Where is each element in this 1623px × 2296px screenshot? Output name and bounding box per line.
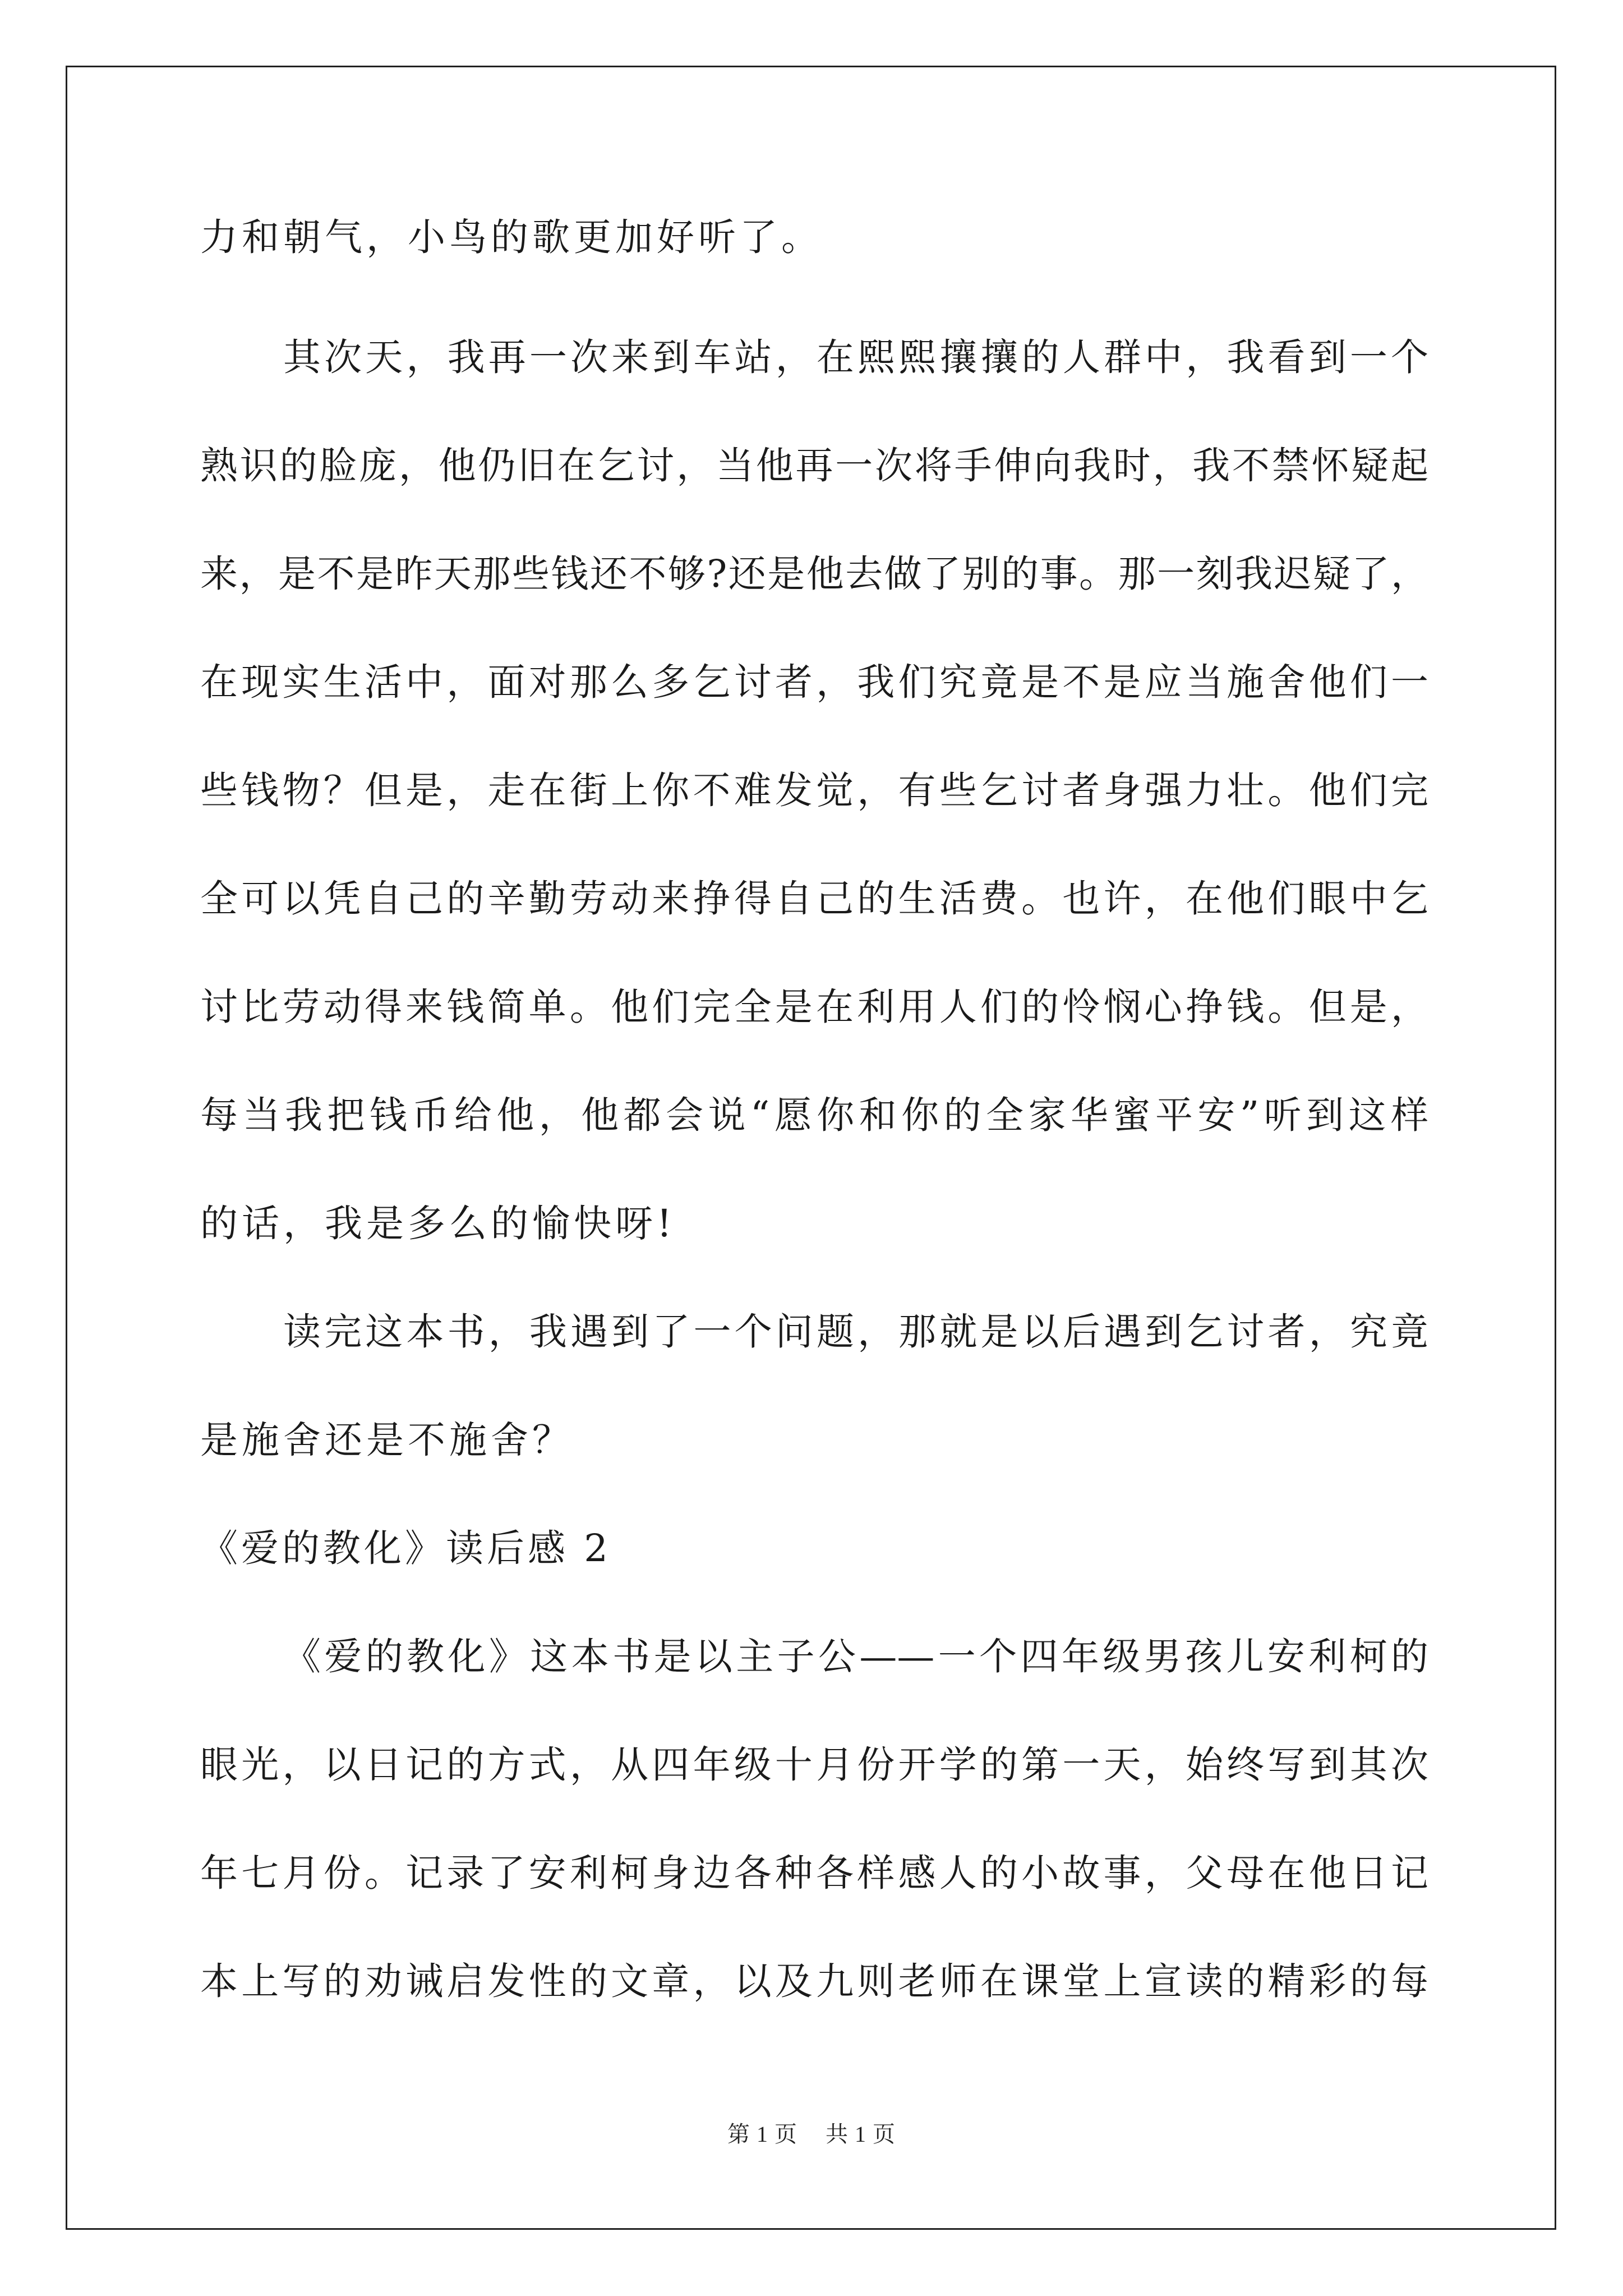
- page-footer: [0, 2120, 1623, 2148]
- paragraph-line: 全可以凭自己的辛勤劳动来挣得自己的生活费。也许，在他们眼中乞: [200, 877, 1428, 921]
- section-heading: 《爱的教化》读后感 2: [200, 1526, 611, 1570]
- paragraph-line: 在现实生活中，面对那么多乞讨者，我们究竟是不是应当施舍他们一: [200, 660, 1428, 704]
- paragraph-line: 眼光，以日记的方式，从四年级十月份开学的第一天，始终写到其次: [200, 1743, 1428, 1787]
- paragraph-line: 来，是不是昨天那些钱还不够?还是他去做了别的事。那一刻我迟疑了，: [200, 552, 1428, 596]
- paragraph-line: 熟识的脸庞，他仍旧在乞讨，当他再一次将手伸向我时，我不禁怀疑起: [200, 444, 1428, 487]
- paragraph-line: 每当我把钱币给他，他都会说“愿你和你的全家华蜜平安”听到这样: [200, 1093, 1428, 1137]
- paragraph-line: 讨比劳动得来钱简单。他们完全是在利用人们的怜悯心挣钱。但是，: [200, 985, 1428, 1029]
- page-number: 第 1 页: [727, 2122, 797, 2147]
- paragraph-line: 本上写的劝诫启发性的文章，以及九则老师在课堂上宣读的精彩的每: [200, 1959, 1428, 2003]
- paragraph-line: 些钱物？但是，走在街上你不难发觉，有些乞讨者身强力壮。他们完: [200, 769, 1428, 812]
- paragraph-line: 《爱的教化》这本书是以主子公——一个四年级男孩儿安利柯的: [283, 1635, 1428, 1678]
- paragraph-line: 的话，我是多么的愉快呀!: [200, 1202, 676, 1245]
- page-total: 共 1 页: [826, 2122, 896, 2147]
- paragraph-line: 其次天，我再一次来到车站，在熙熙攘攘的人群中，我看到一个: [283, 335, 1428, 379]
- paragraph-line: 力和朝气，小鸟的歌更加好听了。: [200, 215, 823, 259]
- paragraph-line: 年七月份。记录了安利柯身边各种各样感人的小故事，父母在他日记: [200, 1851, 1428, 1895]
- paragraph-line: 是施舍还是不施舍？: [200, 1418, 574, 1462]
- page-border: [66, 66, 1556, 2230]
- paragraph-line: 读完这本书，我遇到了一个问题，那就是以后遇到乞讨者，究竟: [283, 1310, 1428, 1354]
